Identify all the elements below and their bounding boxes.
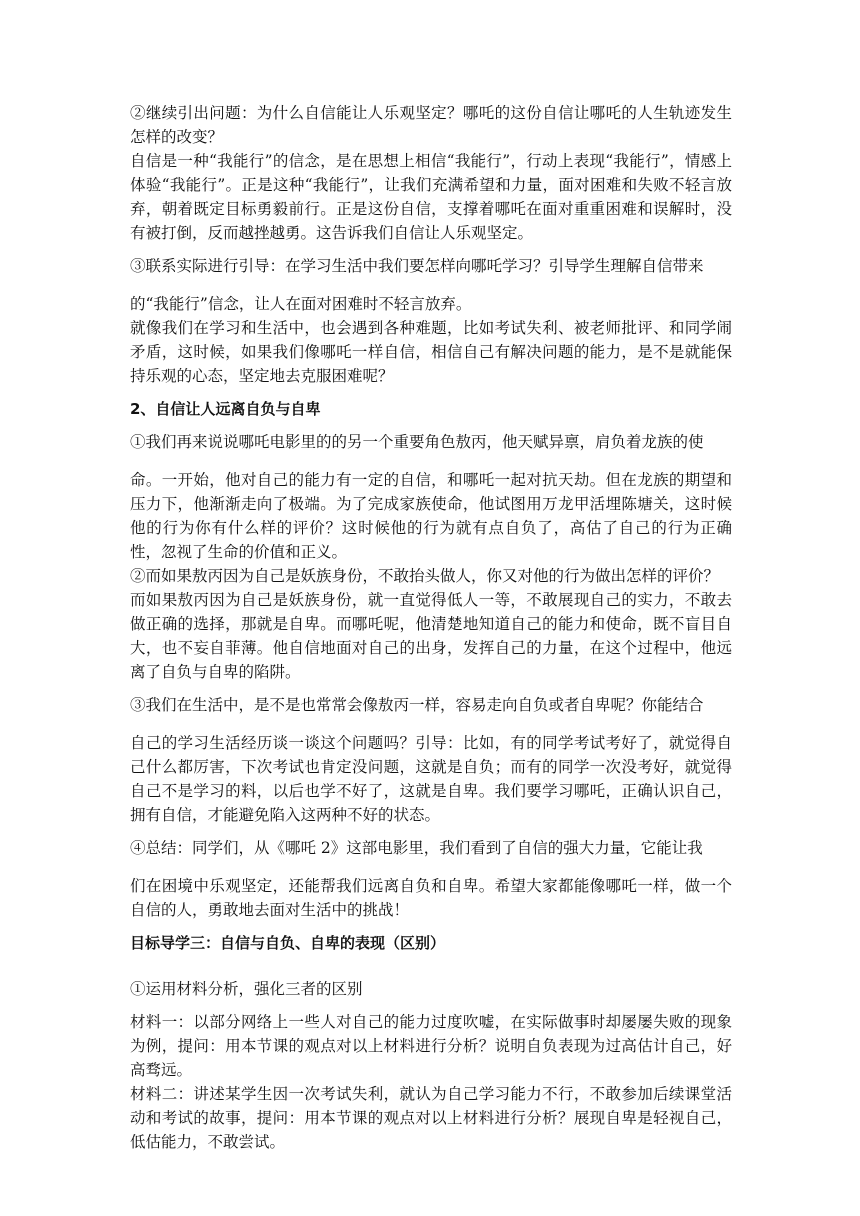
paragraph-life-guidance: 自己的学习生活经历谈一谈这个问题吗？引导：比如，有的同学考试考好了，就觉得自己什么都厉害，下次考试也肯定没问题，这就是自负；而有的同学一次没考好，就觉得自己不是学习的料，以后也学不好了，这就是自卑。我们要学习哪吒，正确认识自己，拥有自信，才能避免陷入这两种不好的状态。 bbox=[130, 734, 732, 824]
paragraph-aobing-inferiority: 而如果敖丙因为自己是妖族身份，就一直觉得低人一等，不敢展现自己的实力，不敢去做正确的选择，那就是自卑。而哪吒呢，他清楚地知道自己的能力和使命，既不盲目自大，也不妄自菲薄。他自信地面对自己的出身，发挥自己的力量，在这个过程中，他远离了自负与自卑的陷阱。 bbox=[130, 591, 732, 681]
paragraph-summary-start: ④总结：同学们，从《哪吒 2》这部电影里，我们看到了自信的强大力量，它能让我 bbox=[130, 839, 703, 857]
section-heading-2: 2、自信让人远离自负与自卑 bbox=[130, 400, 321, 418]
paragraph-life-question: ③我们在生活中，是不是也常常会像敖丙一样，容易走向自负或者自卑呢？你能结合 bbox=[130, 696, 704, 714]
paragraph-aobing-intro: ①我们再来说说哪吒电影里的的另一个重要角色敖丙，他天赋异禀，肩负着龙族的使 bbox=[130, 433, 704, 451]
paragraph-question: ②继续引出问题：为什么自信能让人乐观坚定？哪吒的这份自信让哪吒的人生轨迹发生怎样的改变？ bbox=[130, 104, 732, 146]
paragraph-material-analysis: ①运用材料分析，强化三者的区别 bbox=[130, 980, 363, 998]
paragraph-guide-start: ③联系实际进行引导：在学习生活中我们要怎样向哪吒学习？引导学生理解自信带来 bbox=[130, 257, 704, 275]
paragraph-aobing-question: ②而如果敖丙因为自己是妖族身份，不敢抬头做人，你又对他的行为做出怎样的评价？ bbox=[130, 567, 720, 585]
paragraph-life-example: 就像我们在学习和生活中，也会遇到各种难题，比如考试失利、被老师批评、和同学闹矛盾，这时候，如果我们像哪吒一样自信，相信自己有解决问题的能力，是不是就能保持乐观的心态，坚定地去克服困难呢？ bbox=[130, 319, 732, 385]
paragraph-guide-continue: 的“我能行”信念，让人在面对困难时不轻言放弃。 bbox=[130, 295, 472, 313]
section-heading-goal-3: 目标导学三：自信与自负、自卑的表现（区别） bbox=[130, 934, 446, 952]
paragraph-confidence-definition: 自信是一种“我能行”的信念，是在思想上相信“我能行”，行动上表现“我能行”，情感上体验“我能行”。正是这种“我能行”，让我们充满希望和力量，面对困难和失败不轻言放弃，朝着既定目标勇毅前行。正是这份自信，支撑着哪吒在面对重重困难和误解时，没有被打倒，反而越挫越勇。这告诉我们自信让人乐观坚定。 bbox=[130, 152, 732, 242]
paragraph-material-one: 材料一：以部分网络上一些人对自己的能力过度吹嘘，在实际做事时却屡屡失败的现象为例，提问：用本节课的观点对以上材料进行分析？说明自负表现为过高估计自己，好高骛远。 bbox=[130, 1013, 732, 1079]
paragraph-material-two: 材料二：讲述某学生因一次考试失利，就认为自己学习能力不行，不敢参加后续课堂活动和考试的故事，提问：用本节课的观点对以上材料进行分析？展现自卑是轻视自己，低估能力，不敢尝试。 bbox=[130, 1085, 732, 1151]
document-page bbox=[130, 101, 732, 1154]
paragraph-summary-continue: 们在困境中乐观坚定，还能帮我们远离自负和自卑。希望大家都能像哪吒一样，做一个自信的人，勇敢地去面对生活中的挑战！ bbox=[130, 877, 732, 919]
paragraph-aobing-arrogance: 命。一开始，他对自己的能力有一定的自信，和哪吒一起对抗天劫。但在龙族的期望和压力下，他渐渐走向了极端。为了完成家族使命，他试图用万龙甲活埋陈塘关，这时候他的行为你有什么样的评价？这时候他的行为就有点自负了，高估了自己的行为正确性，忽视了生命的价值和正义。 bbox=[130, 471, 732, 561]
